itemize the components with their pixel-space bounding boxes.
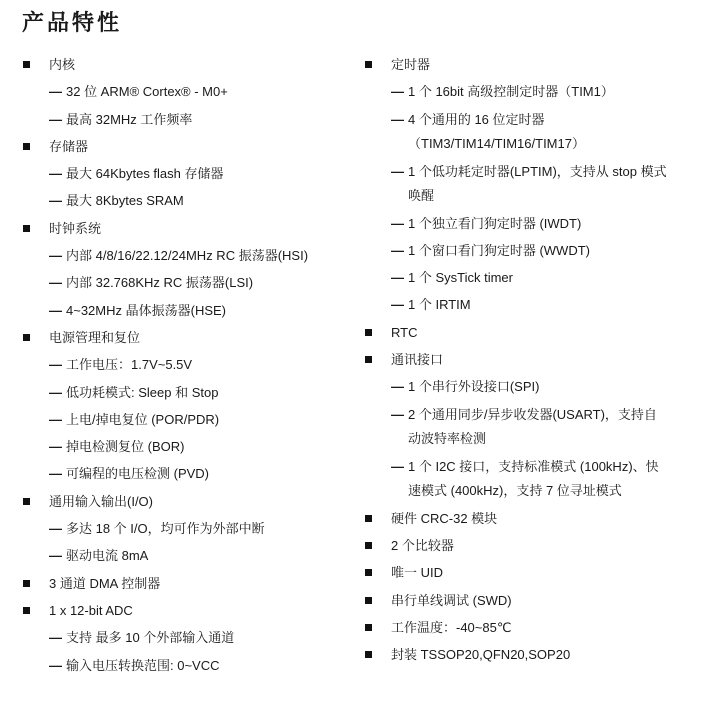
feature-label: 1 x 12-bit ADC xyxy=(49,602,133,618)
dash-icon: — xyxy=(49,302,62,318)
feature-uid xyxy=(364,559,694,586)
subfeature-item xyxy=(22,242,352,269)
feature-label: 唯一 UID xyxy=(391,565,444,581)
subfeature-item xyxy=(22,542,352,569)
subfeature-item xyxy=(364,453,694,505)
dash-icon: — xyxy=(391,458,404,474)
feature-core xyxy=(22,51,352,78)
subfeature-continuation: 速模式 (400kHz)，支持 7 位寻址模式 xyxy=(408,482,622,498)
feature-label: 定时器 xyxy=(391,57,431,72)
subfeature-label: 内部 4/8/16/22.12/24MHz RC 振荡器(HSI) xyxy=(66,248,309,264)
dash-icon: — xyxy=(49,357,62,373)
subfeature-label: 内部 32.768KHz RC 振荡器(LSI) xyxy=(66,275,254,291)
subfeature-label: 4 个通用的 16 位定时器 xyxy=(408,111,545,127)
subfeature-item xyxy=(22,269,352,296)
feature-label: 2 个比较器 xyxy=(391,537,454,553)
subfeature-item xyxy=(22,78,352,105)
subfeature-item xyxy=(22,433,352,460)
subfeature-item xyxy=(22,297,352,324)
feature-timers xyxy=(364,51,694,78)
feature-communication xyxy=(364,346,694,373)
subfeature-label: 1 个 SysTick timer xyxy=(408,270,513,286)
dash-icon: — xyxy=(391,163,404,179)
subfeature-item xyxy=(22,106,352,133)
feature-dma xyxy=(22,570,352,597)
subfeature-label: 1 个 I2C 接口，支持标准模式 (100kHz)、快 xyxy=(408,458,659,474)
feature-temperature xyxy=(364,614,694,641)
feature-label: 内核 xyxy=(49,57,76,72)
subfeature-label: 低功耗模式: Sleep 和 Stop xyxy=(66,384,219,400)
subfeature-item xyxy=(364,237,694,264)
feature-crc xyxy=(364,505,694,532)
dash-icon: — xyxy=(49,275,62,291)
subfeature-label: 1 个 16bit 高级控制定时器（TIM1） xyxy=(408,84,614,100)
subfeature-label: 1 个窗口看门狗定时器 (WWDT) xyxy=(408,242,590,258)
feature-label: 电源管理和复位 xyxy=(49,329,141,345)
feature-label: 通讯接口 xyxy=(391,352,444,368)
dash-icon: — xyxy=(49,384,62,400)
feature-adc xyxy=(22,597,352,624)
dash-icon: — xyxy=(49,166,62,182)
subfeature-label: 最大 64Kbytes flash 存储器 xyxy=(66,166,224,182)
subfeature-item xyxy=(22,624,352,651)
subfeature-item xyxy=(22,160,352,187)
subfeature-label: 输入电压转换范围: 0~VCC xyxy=(66,657,220,673)
subfeature-continuation: 唤醒 xyxy=(408,187,435,203)
feature-power-reset xyxy=(22,324,352,351)
dash-icon: — xyxy=(391,406,404,422)
subfeature-label: 最大 8Kbytes SRAM xyxy=(66,193,184,209)
subfeature-label: 最高 32MHz 工作频率 xyxy=(66,111,193,127)
subfeature-item xyxy=(364,78,694,105)
subfeature-label: 工作电压：1.7V~5.5V xyxy=(66,357,193,373)
subfeature-item xyxy=(22,406,352,433)
dash-icon: — xyxy=(49,411,62,427)
dash-icon: — xyxy=(391,270,404,286)
dash-icon: — xyxy=(49,248,62,264)
dash-icon: — xyxy=(49,521,62,537)
subfeature-label: 多达 18 个 I/O，均可作为外部中断 xyxy=(66,521,265,537)
dash-icon: — xyxy=(49,84,62,100)
dash-icon: — xyxy=(391,242,404,258)
subfeature-item xyxy=(364,401,694,453)
dash-icon: — xyxy=(391,297,404,313)
feature-rtc xyxy=(364,319,694,346)
feature-clock-system xyxy=(22,215,352,242)
subfeature-item xyxy=(364,158,694,210)
subfeature-label: 1 个独立看门狗定时器 (IWDT) xyxy=(408,215,582,231)
subfeature-item xyxy=(22,460,352,487)
features-left-column xyxy=(22,51,352,679)
dash-icon: — xyxy=(391,111,404,127)
feature-label: 存储器 xyxy=(49,138,89,154)
dash-icon: — xyxy=(49,657,62,673)
subfeature-label: 掉电检测复位 (BOR) xyxy=(66,439,185,455)
subfeature-item xyxy=(22,652,352,679)
subfeature-item xyxy=(22,351,352,378)
feature-label: 封装 TSSOP20,QFN20,SOP20 xyxy=(391,647,571,663)
dash-icon: — xyxy=(49,630,62,646)
subfeature-item xyxy=(22,379,352,406)
subfeature-label: 上电/掉电复位 (POR/PDR) xyxy=(66,411,220,427)
feature-label: 时钟系统 xyxy=(49,220,102,236)
subfeature-item xyxy=(22,515,352,542)
subfeature-continuation: 动波特率检测 xyxy=(408,430,487,446)
subfeature-label: 驱动电流 8mA xyxy=(66,548,149,564)
dash-icon: — xyxy=(49,111,62,127)
page-title: 产品特性 xyxy=(22,11,123,36)
subfeature-label: 支持 最多 10 个外部输入通道 xyxy=(66,630,235,646)
feature-package xyxy=(364,641,694,668)
features-right-column xyxy=(364,51,694,668)
feature-label: 硬件 CRC-32 模块 xyxy=(391,510,498,526)
dash-icon: — xyxy=(49,548,62,564)
subfeature-label: 2 个通用同步/异步收发器(USART)，支持自 xyxy=(408,406,657,422)
feature-label: 3 通道 DMA 控制器 xyxy=(49,575,161,591)
feature-label: RTC xyxy=(391,324,418,340)
feature-memory xyxy=(22,133,352,160)
subfeature-item xyxy=(364,106,694,158)
subfeature-continuation: （TIM3/TIM14/TIM16/TIM17） xyxy=(408,135,585,151)
subfeature-item xyxy=(364,291,694,318)
subfeature-label: 1 个低功耗定时器(LPTIM)，支持从 stop 模式 xyxy=(408,163,667,179)
subfeature-item xyxy=(364,210,694,237)
subfeature-label: 1 个串行外设接口(SPI) xyxy=(408,379,540,395)
dash-icon: — xyxy=(391,379,404,395)
feature-gpio xyxy=(22,488,352,515)
subfeature-label: 4~32MHz 晶体振荡器(HSE) xyxy=(66,302,226,318)
dash-icon: — xyxy=(49,439,62,455)
subfeature-item xyxy=(364,264,694,291)
subfeature-label: 1 个 IRTIM xyxy=(408,297,471,313)
dash-icon: — xyxy=(49,193,62,209)
subfeature-label: 32 位 ARM® Cortex® - M0+ xyxy=(66,84,228,100)
feature-swd xyxy=(364,587,694,614)
feature-label: 通用输入输出(I/O) xyxy=(49,493,153,509)
subfeature-item xyxy=(22,187,352,214)
feature-label: 工作温度：-40~85℃ xyxy=(391,619,512,635)
feature-label: 串行单线调试 (SWD) xyxy=(391,592,512,608)
dash-icon: — xyxy=(391,84,404,100)
dash-icon: — xyxy=(49,466,62,482)
subfeature-label: 可编程的电压检测 (PVD) xyxy=(66,466,210,482)
subfeature-item xyxy=(364,373,694,400)
feature-comparators xyxy=(364,532,694,559)
dash-icon: — xyxy=(391,215,404,231)
